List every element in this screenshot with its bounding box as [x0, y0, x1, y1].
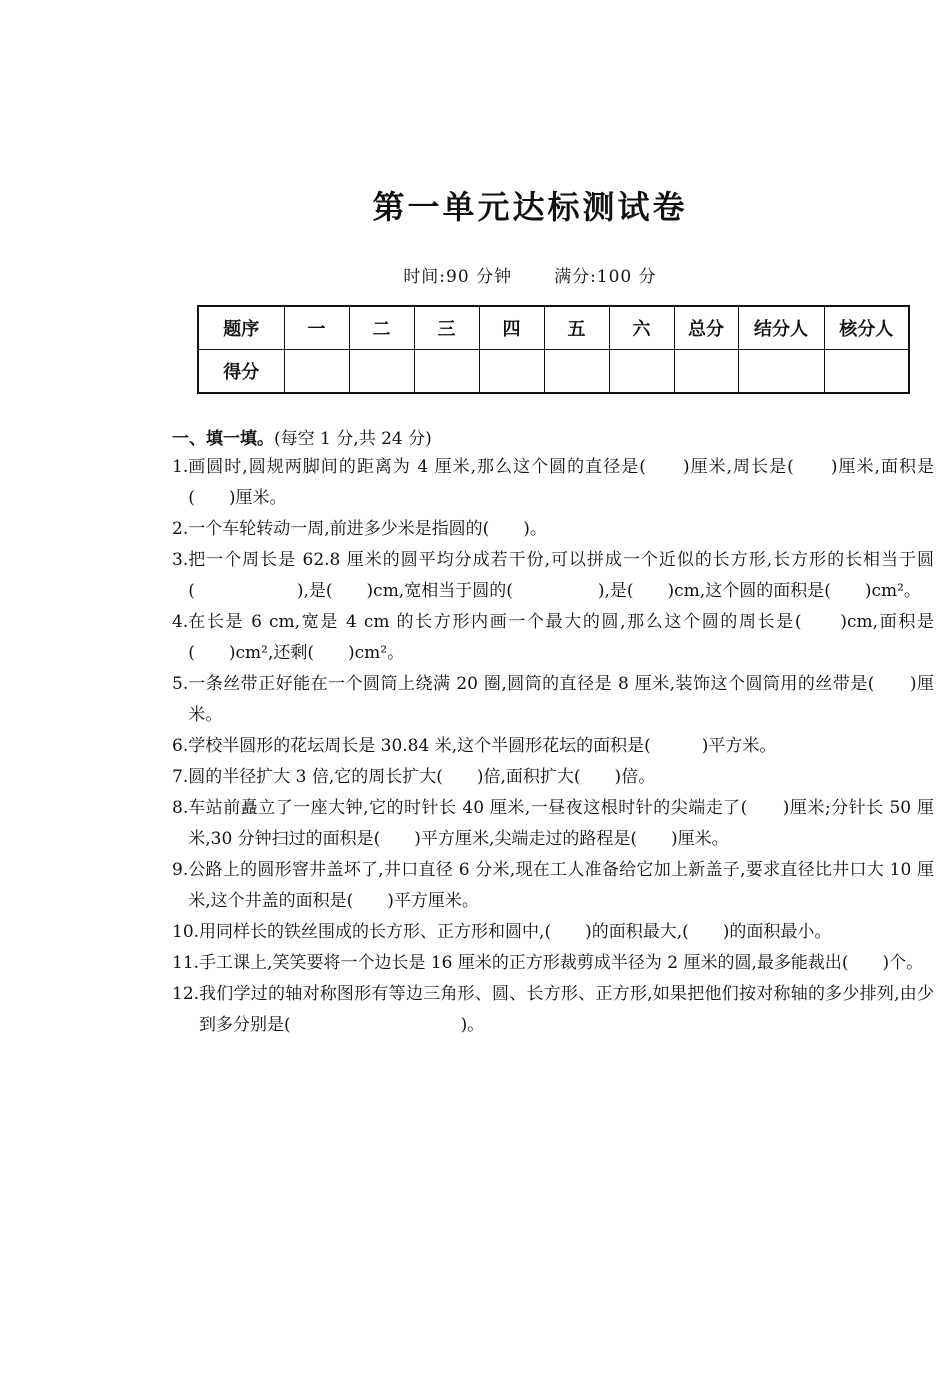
question-text: 在长是 6 cm,宽是 4 cm 的长方形内画一个最大的圆,那么这个圆的周长是( )cm,面积是( )cm²,还剩( )cm²。 [188, 612, 934, 663]
score-cell[interactable] [414, 350, 479, 394]
full-score: 满分:100 分 [554, 267, 657, 287]
section-heading [172, 424, 432, 449]
question-text: 公路上的圆形窨井盖坏了,井口直径 6 分米,现在工人准备给它加上新盖子,要求直径比井口大 10 厘米,这个井盖的面积是( )平方厘米。 [188, 860, 934, 911]
question-item [172, 669, 934, 731]
score-table-header-row [198, 306, 909, 350]
question-number: 11. [172, 953, 200, 973]
question-item [172, 793, 934, 855]
question-number: 7. [172, 767, 189, 787]
page-title: 第一单元达标测试卷 [372, 188, 688, 226]
question-number: 6. [172, 736, 189, 756]
question-text: 用同样长的铁丝围成的长方形、正方形和圆中,( )的面积最大,( )的面积最小。 [199, 922, 832, 942]
section-note: (每空 1 分,共 24 分) [274, 429, 432, 449]
score-cell[interactable] [738, 350, 824, 394]
score-cell[interactable] [284, 350, 349, 394]
question-text: 我们学过的轴对称图形有等边三角形、圆、长方形、正方形,如果把他们按对称轴的多少排列,由少到多分别是( )。 [199, 984, 934, 1035]
question-item [172, 979, 934, 1041]
question-text: 一个车轮转动一周,前进多少米是指圆的( )。 [188, 519, 547, 539]
question-item [172, 762, 934, 793]
section-title: 一、填一填。 [172, 429, 274, 449]
question-number: 8. [172, 798, 189, 818]
question-number: 5. [172, 674, 189, 694]
question-text: 圆的半径扩大 3 倍,它的周长扩大( )倍,面积扩大( )倍。 [188, 767, 656, 787]
question-item [172, 545, 934, 607]
score-cell[interactable] [824, 350, 909, 394]
question-number: 1. [172, 457, 189, 477]
question-item [172, 514, 934, 545]
score-table [197, 305, 910, 394]
question-text: 手工课上,笑笑要将一个边长是 16 厘米的正方形裁剪成半径为 2 厘米的圆,最多能裁出( )个。 [199, 953, 924, 973]
question-item [172, 917, 934, 948]
question-number: 4. [172, 612, 189, 632]
header-cell: 核分人 [824, 306, 909, 350]
question-text: 把一个周长是 62.8 厘米的圆平均分成若干份,可以拼成一个近似的长方形,长方形的长相当于圆( ),是( )cm,宽相当于圆的( ),是( )cm,这个圆的面积是( )cm²。 [188, 550, 934, 601]
question-number: 3. [172, 550, 189, 570]
score-cell[interactable] [349, 350, 414, 394]
score-table-score-row [198, 350, 909, 394]
question-text: 一条丝带正好能在一个圆筒上绕满 20 圈,圆筒的直径是 8 厘米,装饰这个圆筒用的丝带是( )厘米。 [188, 674, 934, 725]
question-item [172, 607, 934, 669]
question-item [172, 855, 934, 917]
question-list [172, 452, 934, 1041]
question-number: 9. [172, 860, 189, 880]
header-cell: 题序 [198, 306, 284, 350]
header-cell: 六 [609, 306, 674, 350]
question-text: 学校半圆形的花坛周长是 30.84 米,这个半圆形花坛的面积是( )平方米。 [188, 736, 777, 756]
header-cell: 三 [414, 306, 479, 350]
question-number: 10. [172, 922, 200, 942]
question-number: 12. [172, 984, 200, 1004]
question-item [172, 948, 934, 979]
score-row-label: 得分 [198, 350, 284, 394]
question-item [172, 452, 934, 514]
header-cell: 五 [544, 306, 609, 350]
score-cell[interactable] [479, 350, 544, 394]
header-cell: 四 [479, 306, 544, 350]
question-text: 车站前矗立了一座大钟,它的时针长 40 厘米,一昼夜这根时针的尖端走了( )厘米;分针长 50 厘米,30 分钟扫过的面积是( )平方厘米,尖端走过的路程是( )厘米。 [188, 798, 934, 849]
header-cell: 二 [349, 306, 414, 350]
question-text: 画圆时,圆规两脚间的距离为 4 厘米,那么这个圆的直径是( )厘米,周长是( )厘米,面积是( )厘米。 [188, 457, 934, 508]
score-cell[interactable] [609, 350, 674, 394]
header-cell: 结分人 [738, 306, 824, 350]
header-cell: 一 [284, 306, 349, 350]
question-item [172, 731, 934, 762]
question-number: 2. [172, 519, 189, 539]
score-cell[interactable] [544, 350, 609, 394]
header-cell: 总分 [674, 306, 738, 350]
time-limit: 时间:90 分钟 [403, 267, 513, 287]
exam-meta [55, 262, 950, 287]
score-cell[interactable] [674, 350, 738, 394]
